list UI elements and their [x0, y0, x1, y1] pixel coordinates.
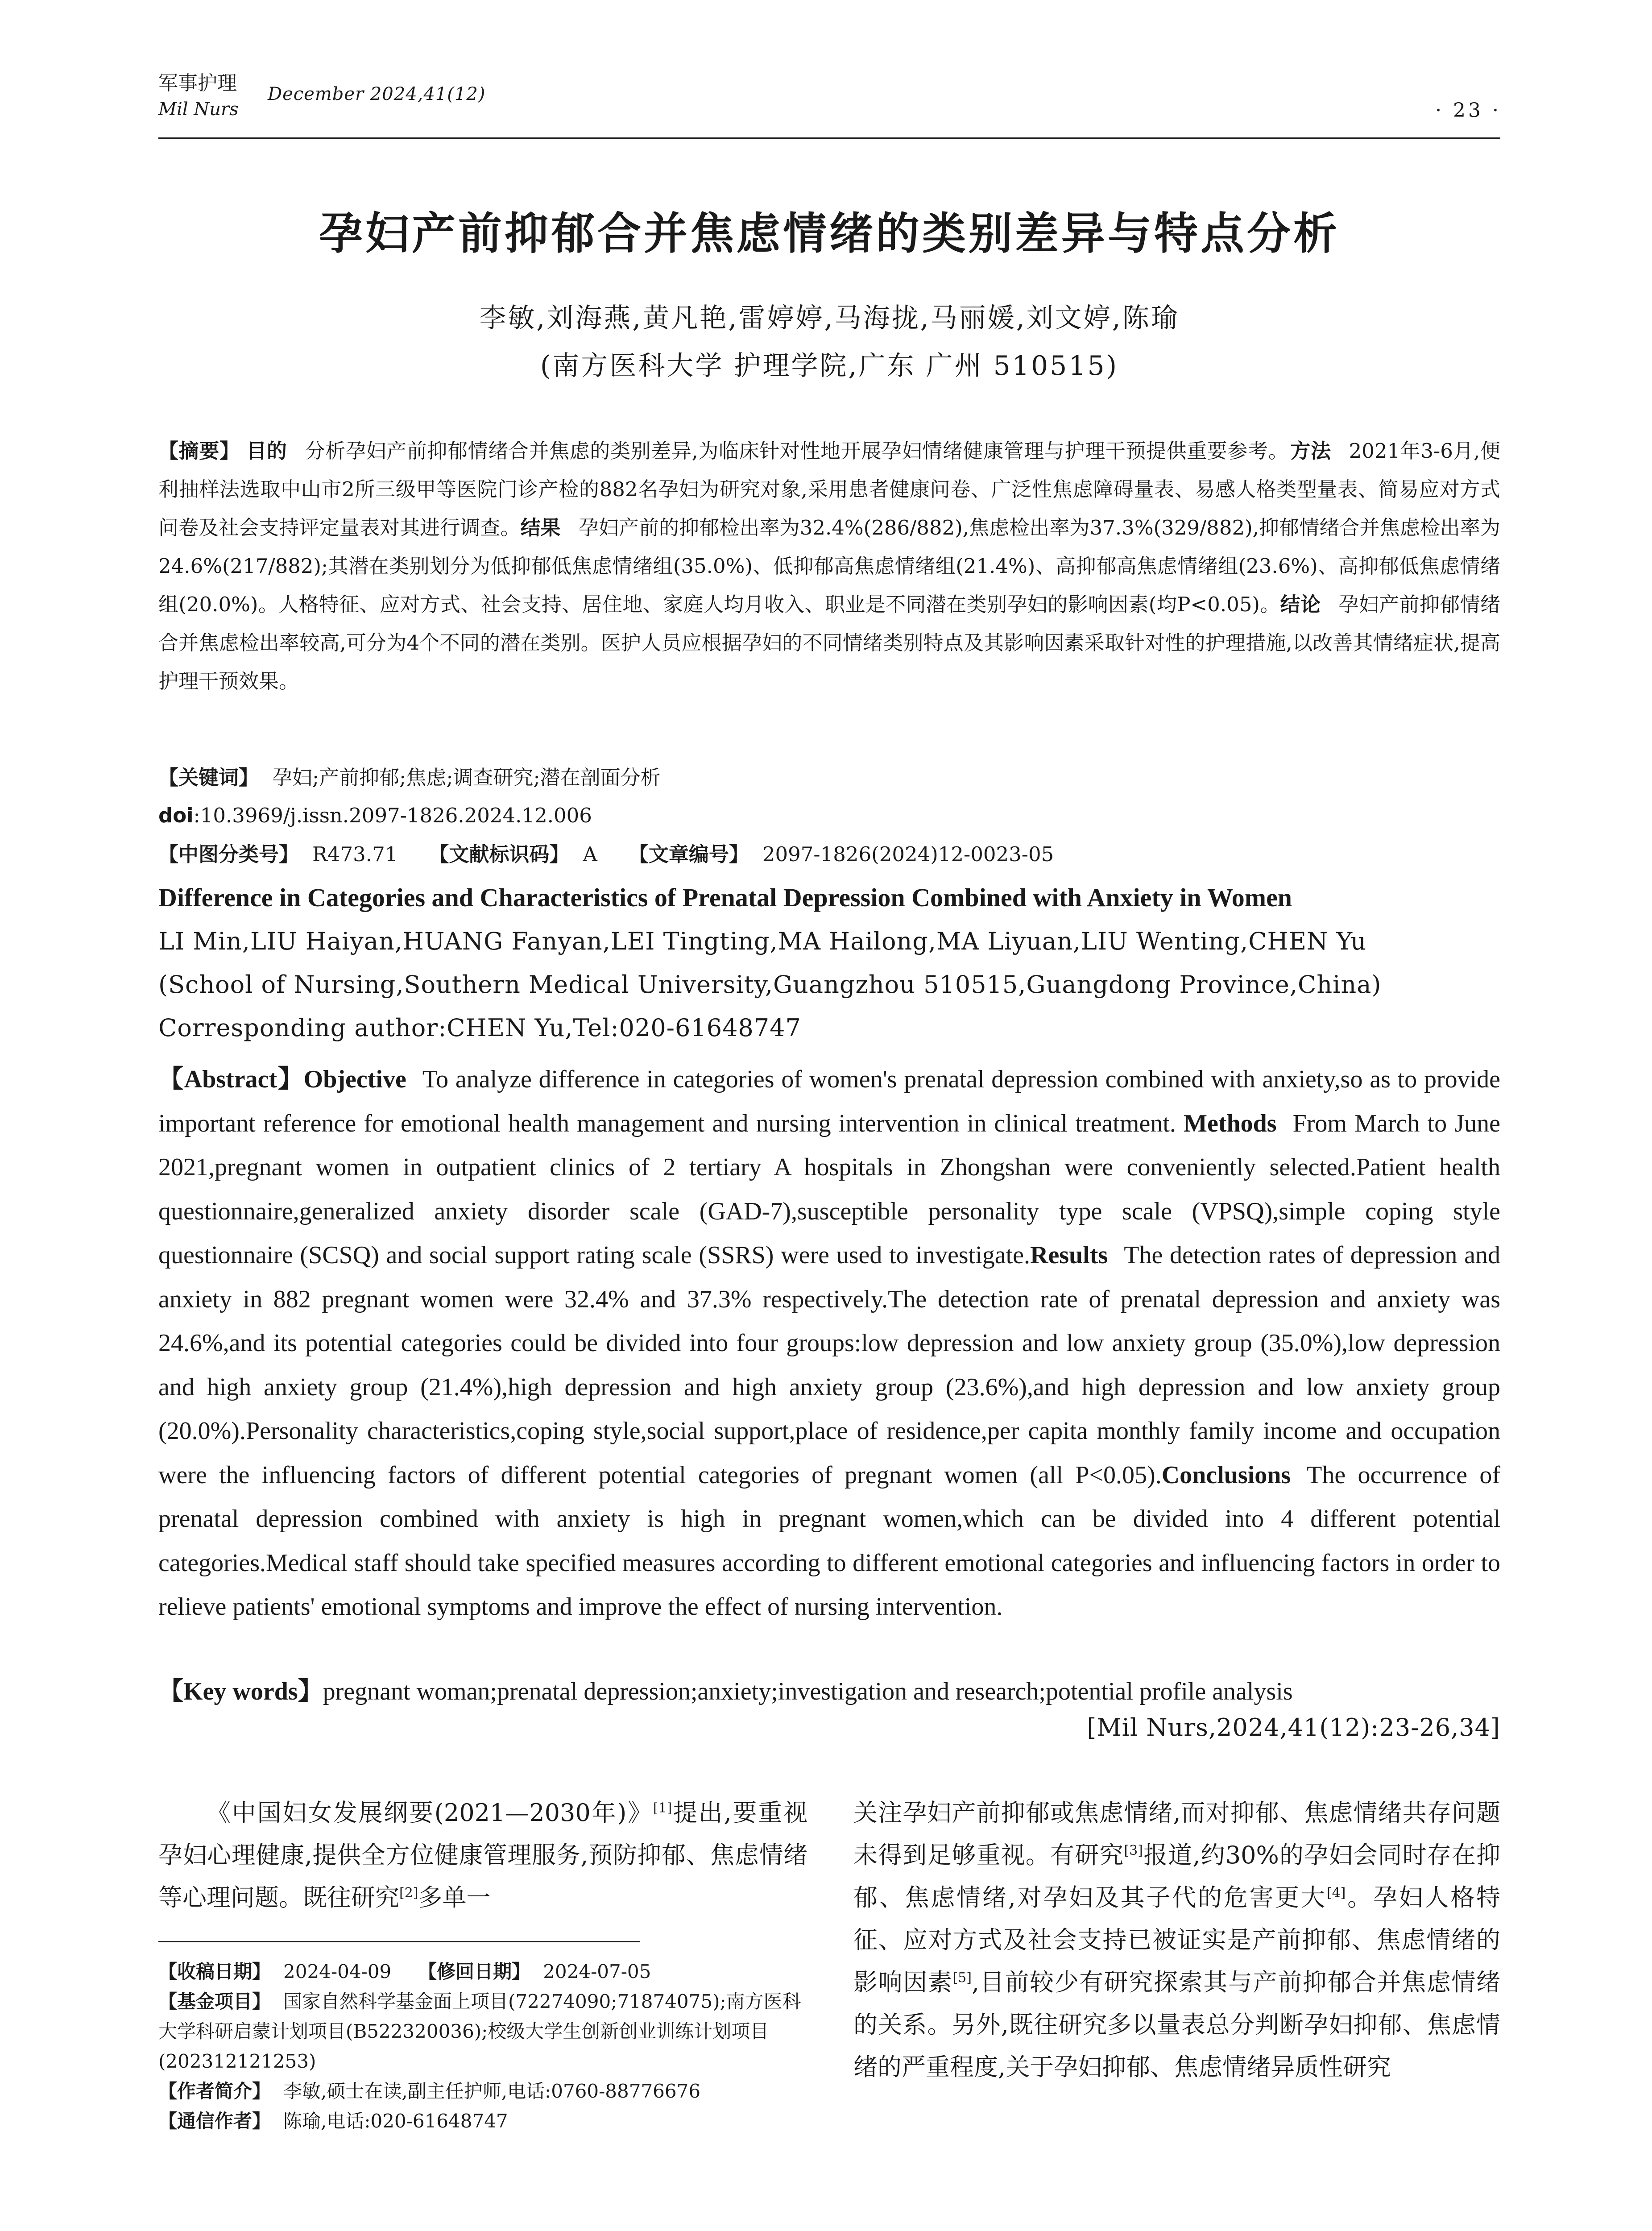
- body-text: 《中国妇女发展纲要(2021—2030年)》: [207, 1799, 653, 1827]
- english-affiliation: (School of Nursing,Southern Medical University,Guangzhou 510515,Guangdong Province,China): [158, 970, 1382, 999]
- body-paragraph: [853, 1791, 1500, 2088]
- author-bio-text: 李敏,硕士在读,副主任护师,电话:0760-88776676: [283, 2080, 701, 2102]
- conclusions-en-text: The occurrence of prenatal depression combined with anxiety is high in pregnant women,which can be divided into 4 different potential categories.Medical staff should take specified measures according to different emotional categories and influencing factors in order to relieve patients' emotional symptoms and improve the effect of nursing intervention.: [158, 1461, 1500, 1621]
- keywords-cn-text: 孕妇;产前抑郁;焦虑;调查研究;潜在剖面分析: [272, 766, 661, 789]
- corresponding-text: 陈瑜,电话:020-61648747: [283, 2110, 508, 2132]
- english-title: Difference in Categories and Characteristics of Prenatal Depression Combined with Anxiety in Women: [158, 883, 1292, 912]
- abstract-cn-label: 【摘要】: [158, 439, 240, 463]
- clc-code: R473.71: [312, 842, 398, 866]
- doi-line: [158, 796, 1500, 835]
- page-number: · 23 ·: [1435, 99, 1501, 122]
- header-rule: [158, 137, 1500, 139]
- footnotes: [158, 1957, 807, 2136]
- methods-en-text: From March to June 2021,pregnant women in outpatient clinics of 2 tertiary A hospitals in Zhongshan were conveniently selected.Patient health questionnaire,generalized anxiety disorder scale (GAD-7),susceptible personality type scale (VPSQ),simple coping style questionnaire (SCSQ) and social support rating scale (SSRS) were used to investigate.: [158, 1109, 1501, 1269]
- clc-label: 【中图分类号】: [158, 842, 299, 866]
- classification-line: [158, 835, 1500, 874]
- abstract-en-label: 【Abstract】: [158, 1066, 304, 1093]
- objective-en-text: To analyze difference in categories of women's prenatal depression combined with anxiety,so as to provide important reference for emotional health management and nursing intervention in clinical treatment.: [158, 1066, 1501, 1137]
- methods-en-label: Methods: [1184, 1109, 1277, 1137]
- reference-marker[interactable]: [3]: [1124, 1843, 1143, 1858]
- doi-text: :10.3969/j.issn.2097-1826.2024.12.006: [193, 804, 592, 827]
- abstract-en: [158, 1057, 1500, 1629]
- fund-label: 【基金项目】: [158, 1990, 271, 2012]
- received-date: 2024-04-09: [283, 1961, 392, 1982]
- footnote-author: [158, 2076, 807, 2106]
- reference-marker[interactable]: [2]: [399, 1885, 418, 1901]
- objective-text: 分析孕妇产前抑郁情绪合并焦虑的类别差异,为临床针对性地开展孕妇情绪健康管理与护理干预提供重要参考。: [305, 439, 1289, 463]
- results-en-text: The detection rates of depression and anxiety in 882 pregnant women were 32.4% and 37.3% respectively.The detection rate of prenatal depression and anxiety was 24.6%,and its potential categories could be divided into four groups:low depression and low anxiety group (35.0%),low depression and high anxiety group (21.4%),high depression and high anxiety group (23.6%),and high depression and low anxiety group (20.0%).Personality characteristics,coping style,social support,place of residence,per capita monthly family income and occupation were the influencing factors of different potential categories of pregnant women (all P<0.05).: [158, 1241, 1500, 1489]
- keywords-cn-label: 【关键词】: [158, 766, 259, 789]
- article-number: 2097-1826(2024)12-0023-05: [762, 842, 1054, 866]
- results-text: 孕妇产前的抑郁检出率为32.4%(286/882),焦虑检出率为37.3%(329/882),抑郁情绪合并焦虑检出率为24.6%(217/882);其潜在类别划分为低抑郁低焦虑情绪组(35.0%)、低抑郁高焦虑情绪组(21.4%)、高抑郁高焦虑情绪组(23.6%)、高抑郁低焦虑情绪组(20.0%)。人格特征、应对方式、社会支持、居住地、家庭人均月收入、职业是不同潜在类别孕妇的影响因素(均P<0.05)。: [158, 516, 1500, 616]
- body-text: 多单一: [418, 1883, 491, 1912]
- keywords-cn: [158, 759, 1500, 797]
- fund-text: 国家自然科学基金面上项目(72274090;71874075);南方医科大学科研启蒙计划项目(B522320036);校级大学生创新创业训练计划项目(202312121253): [158, 1990, 801, 2072]
- objective-en-label: Objective: [303, 1066, 406, 1093]
- received-label: 【收稿日期】: [158, 1961, 271, 1982]
- journal-name-en: Mil Nurs: [158, 99, 239, 120]
- conclusions-en-label: Conclusions: [1161, 1461, 1291, 1489]
- revised-date: 2024-07-05: [543, 1961, 651, 1982]
- journal-name-cn: 军事护理: [158, 72, 237, 95]
- conclusion-text: 孕妇产前抑郁情绪合并焦虑检出率较高,可分为4个不同的潜在类别。医护人员应根据孕妇的不同情绪类别特点及其影响因素采取针对性的护理措施,以改善其情绪症状,提高护理干预效果。: [158, 593, 1500, 693]
- body-paragraph: [158, 1791, 807, 1919]
- body-text: ,目前较少有研究探索其与产前抑郁合并焦虑情绪的关系。另外,既往研究多以量表总分判断孕妇抑郁、焦虑情绪的严重程度,关于孕妇抑郁、焦虑情绪异质性研究: [853, 1968, 1500, 2081]
- doc-code: A: [583, 842, 597, 866]
- article-number-label: 【文章编号】: [628, 842, 749, 866]
- body-text: 。孕妇人格特征、应对方式及社会支持已被证实是产前抑郁、焦虑情绪的影响因素: [853, 1883, 1500, 1996]
- citation-line: [Mil Nurs,2024,41(12):23-26,34]: [1087, 1713, 1500, 1742]
- keywords-en-text: pregnant woman;prenatal depression;anxiety;investigation and research;potential profile analysis: [323, 1678, 1293, 1705]
- author-bio-label: 【作者简介】: [158, 2080, 271, 2102]
- conclusion-label: 结论: [1280, 593, 1321, 616]
- english-authors: LI Min,LIU Haiyan,HUANG Fanyan,LEI Tingting,MA Hailong,MA Liyuan,LIU Wenting,CHEN Yu: [158, 927, 1367, 955]
- reference-marker[interactable]: [4]: [1326, 1885, 1346, 1901]
- footnote-rule: [158, 1941, 640, 1942]
- reference-marker[interactable]: [5]: [952, 1970, 972, 1986]
- abstract-cn: [158, 432, 1500, 701]
- results-en-label: Results: [1030, 1241, 1108, 1269]
- reference-marker[interactable]: [1]: [653, 1800, 672, 1816]
- methods-label: 方法: [1290, 439, 1331, 463]
- revised-label: 【修回日期】: [418, 1961, 531, 1982]
- footnote-dates: [158, 1957, 807, 1986]
- keywords-en-label: 【Key words】: [158, 1678, 323, 1705]
- body-text: 提出,要重视孕妇心理健康,提供全方位健康管理服务,预防抑郁、焦虑情绪等心理问题。既往研究: [158, 1799, 807, 1912]
- footnote-fund: [158, 1986, 807, 2076]
- objective-label: 目的: [246, 439, 287, 463]
- methods-text: 2021年3-6月,便利抽样法选取中山市2所三级甲等医院门诊产检的882名孕妇为研究对象,采用患者健康问卷、广泛性焦虑障碍量表、易感人格类型量表、简易应对方式问卷及社会支持评定量表对其进行调查。: [158, 439, 1500, 539]
- doi-label: doi: [158, 804, 194, 827]
- footnote-corresponding: [158, 2106, 807, 2136]
- corresponding-author: Corresponding author:CHEN Yu,Tel:020-61648747: [158, 1014, 801, 1042]
- affiliation: (南方医科大学 护理学院,广东 广州 510515): [540, 350, 1119, 382]
- body-column-left: [158, 1791, 807, 1919]
- body-text: 关注孕妇产前抑郁或焦虑情绪,而对抑郁、焦虑情绪共存问题未得到足够重视。有研究: [853, 1799, 1500, 1869]
- body-text: 报道,约30%的孕妇会同时存在抑郁、焦虑情绪,对孕妇及其子代的危害更大: [853, 1841, 1501, 1912]
- keywords-en: [158, 1671, 1500, 1707]
- body-column-right: [853, 1791, 1500, 2088]
- corresponding-label: 【通信作者】: [158, 2110, 271, 2132]
- issue-info: December 2024,41(12): [268, 84, 486, 104]
- article-title: 孕妇产前抑郁合并焦虑情绪的类别差异与特点分析: [319, 208, 1340, 259]
- results-label: 结果: [520, 516, 561, 539]
- author-list: 李敏,刘海燕,黄凡艳,雷婷婷,马海拢,马丽媛,刘文婷,陈瑜: [479, 303, 1180, 334]
- doc-code-label: 【文献标识码】: [429, 842, 570, 866]
